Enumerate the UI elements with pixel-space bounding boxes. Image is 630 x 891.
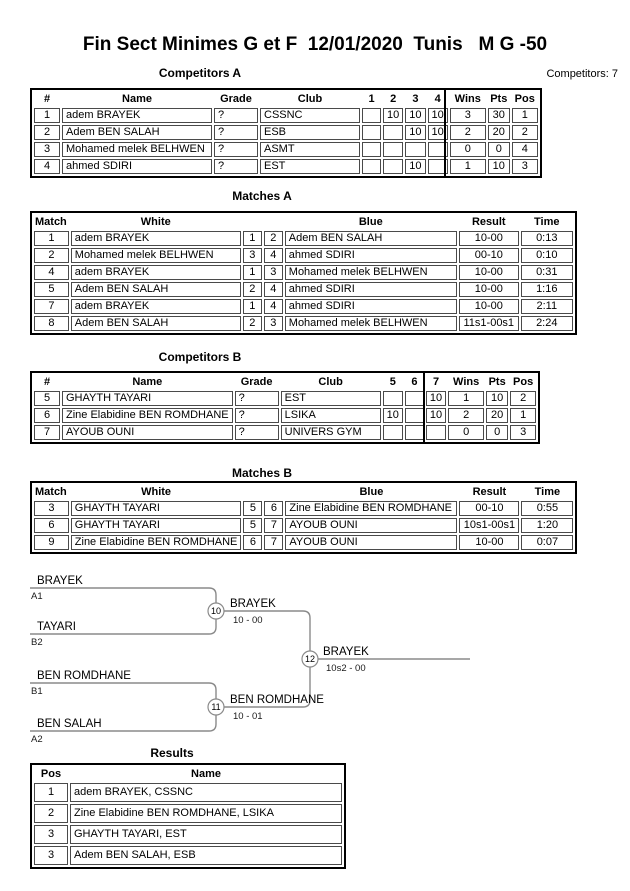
cell-pos: 1 (510, 408, 536, 423)
cell-pos: 2 (512, 125, 538, 140)
cell-pts: 10 (486, 391, 508, 406)
cell-white-name: Zine Elabidine BEN ROMDHANE (71, 535, 242, 550)
table-row (34, 425, 536, 440)
cell-white-num: 1 (243, 231, 262, 246)
cell-score (362, 142, 381, 157)
col-header-result: Result (471, 216, 506, 228)
cell-blue-num: 4 (264, 299, 283, 314)
cell-pts: 30 (488, 108, 510, 123)
cell-name: Mohamed melek BELHWEN (62, 142, 212, 157)
cell-result: 10-00 (459, 535, 519, 550)
cell-score (383, 425, 403, 440)
cell-score: 10 (426, 391, 446, 406)
cell-match-no: 2 (34, 248, 69, 263)
cell-match-no: 4 (34, 265, 69, 280)
cell-score: 10 (428, 108, 448, 123)
col-header-time: Time (534, 216, 560, 228)
page-title: Fin Sect Minimes G et F 12/01/2020 Tunis M G -50 (82, 34, 548, 55)
cell-score (405, 425, 424, 440)
cell-score (383, 142, 403, 157)
competitors-a-table-wrap (30, 88, 542, 178)
cell-wins: 2 (448, 408, 484, 423)
cell-white-name: adem BRAYEK (71, 265, 241, 280)
cell-white-num: 2 (243, 316, 262, 331)
col-header-pos: Pos (40, 768, 62, 780)
cell-time: 1:16 (521, 282, 573, 297)
competitors-b-table (30, 371, 540, 444)
cell-score: 10 (405, 125, 425, 140)
cell-pos: 2 (510, 391, 536, 406)
cell-match-no: 7 (34, 299, 69, 314)
section-title-results: Results (150, 746, 194, 760)
bracket-final-winner: BRAYEK (323, 646, 369, 658)
col-header-pos: Pos (513, 376, 534, 388)
col-header-club: Club (297, 93, 323, 105)
cell-blue-num: 7 (264, 518, 283, 533)
col-header-spacer (243, 485, 283, 499)
table-row (34, 231, 573, 246)
cell-white-name: Adem BEN SALAH (71, 316, 241, 331)
cell-club: EST (260, 159, 360, 174)
cell-num: 4 (34, 159, 60, 174)
cell-score (362, 159, 381, 174)
cell-pos: 3 (512, 159, 538, 174)
cell-score (426, 425, 446, 440)
matches-a-table-wrap (30, 211, 577, 335)
bracket-sf1-winner: BRAYEK (230, 598, 276, 610)
cell-wins: 1 (448, 391, 484, 406)
cell-pts: 20 (488, 125, 510, 140)
col-header-round: 5 (389, 376, 396, 388)
cell-club: LSIKA (281, 408, 381, 423)
cell-pos: 4 (512, 142, 538, 157)
col-header-white: White (141, 486, 172, 498)
table-row (34, 159, 538, 174)
table-row (34, 518, 573, 533)
cell-white-name: GHAYTH TAYARI (71, 501, 242, 516)
cell-pos: 1 (34, 783, 68, 802)
table-row (34, 108, 538, 123)
cell-score: 10 (383, 408, 403, 423)
cell-pos: 1 (512, 108, 538, 123)
bracket-entry-seed: B2 (31, 637, 43, 648)
cell-score (405, 408, 424, 423)
col-header-round: 6 (411, 376, 418, 388)
cell-club: EST (281, 391, 381, 406)
cell-pos: 3 (34, 825, 68, 844)
cell-blue-name: AYOUB OUNI (285, 535, 457, 550)
bracket-sf1-score: 10 - 00 (233, 615, 263, 626)
col-header-wins: Wins (453, 376, 480, 388)
cell-pos: 2 (34, 804, 68, 823)
matches-b-table-wrap (30, 481, 577, 554)
cell-match-no: 9 (34, 535, 69, 550)
col-header-spacer (243, 215, 283, 229)
table-row (34, 501, 573, 516)
cell-grade: ? (235, 425, 279, 440)
col-header-name: Name (191, 768, 221, 780)
table-row (34, 535, 573, 550)
section-title-matches-a: Matches A (232, 189, 292, 203)
cell-wins: 3 (450, 108, 486, 123)
matches-b-table (30, 481, 577, 554)
col-header-round: 7 (432, 376, 440, 388)
col-header-name: Name (132, 376, 163, 388)
bracket-entry-name: BRAYEK (37, 575, 83, 587)
cell-score (383, 391, 403, 406)
cell-score (383, 159, 403, 174)
cell-white-num: 5 (243, 518, 262, 533)
col-header-match: Match (35, 486, 67, 498)
table-row (34, 142, 538, 157)
section-title-competitors-a: Competitors A (158, 66, 242, 80)
cell-wins: 0 (450, 142, 486, 157)
header-row (34, 767, 342, 781)
cell-grade: ? (214, 125, 258, 140)
table-row (34, 391, 536, 406)
cell-white-num: 3 (243, 248, 262, 263)
col-header-round: 1 (368, 93, 375, 105)
col-header-club: Club (318, 376, 343, 388)
cell-score: 10 (405, 108, 425, 123)
section-title-competitors-b: Competitors B (158, 350, 242, 364)
cell-match-no: 8 (34, 316, 69, 331)
cell-white-num: 5 (243, 501, 262, 516)
cell-wins: 2 (450, 125, 486, 140)
competitors-a-table (30, 88, 542, 178)
table-row (34, 316, 573, 331)
cell-blue-name: Mohamed melek BELHWEN (285, 265, 457, 280)
col-header-round: 2 (390, 93, 397, 105)
cell-score (362, 125, 381, 140)
bracket-entry-seed: A1 (31, 591, 43, 602)
cell-white-name: adem BRAYEK (71, 299, 241, 314)
cell-num: 3 (34, 142, 60, 157)
col-header-blue: Blue (359, 486, 384, 498)
cell-result: 11s1-00s1 (459, 316, 519, 331)
match-number: 10 (210, 606, 222, 616)
col-header-pts: Pts (488, 376, 506, 388)
col-header-wins: Wins (454, 93, 481, 105)
col-header-pos: Pos (514, 93, 535, 105)
cell-num: 2 (34, 125, 60, 140)
table-row (34, 408, 536, 423)
cell-result: 00-10 (459, 248, 519, 263)
cell-blue-name: ahmed SDIRI (285, 248, 457, 263)
cell-blue-num: 6 (264, 501, 283, 516)
cell-name: adem BRAYEK, CSSNC (70, 783, 342, 802)
cell-white-num: 6 (243, 535, 262, 550)
cell-result: 10-00 (459, 299, 519, 314)
cell-num: 5 (34, 391, 60, 406)
cell-time: 0:07 (521, 535, 573, 550)
table-row (34, 846, 342, 865)
cell-num: 1 (34, 108, 60, 123)
bracket-final-score: 10s2 - 00 (326, 663, 366, 674)
cell-white-num: 2 (243, 282, 262, 297)
cell-match-no: 5 (34, 282, 69, 297)
cell-name: GHAYTH TAYARI (62, 391, 233, 406)
cell-blue-name: ahmed SDIRI (285, 299, 457, 314)
bracket-entry-name: BEN ROMDHANE (37, 670, 131, 682)
cell-time: 1:20 (521, 518, 573, 533)
section-title-matches-b: Matches B (231, 466, 293, 480)
cell-wins: 1 (450, 159, 486, 174)
cell-white-num: 1 (243, 299, 262, 314)
cell-name: Zine Elabidine BEN ROMDHANE (62, 408, 233, 423)
col-header-num: # (43, 376, 51, 388)
col-header-blue: Blue (358, 216, 383, 228)
cell-score (405, 142, 425, 157)
cell-blue-num: 2 (264, 231, 283, 246)
cell-match-no: 1 (34, 231, 69, 246)
results-table-wrap (30, 763, 346, 869)
cell-score: 10 (383, 108, 403, 123)
cell-wins: 0 (448, 425, 484, 440)
cell-pts: 0 (488, 142, 510, 157)
bracket-entry-name: BEN SALAH (37, 718, 102, 730)
cell-match-no: 3 (34, 501, 69, 516)
cell-pos: 3 (34, 846, 68, 865)
header-row (34, 215, 573, 229)
cell-time: 0:13 (521, 231, 573, 246)
cell-blue-name: Zine Elabidine BEN ROMDHANE (285, 501, 457, 516)
cell-score: 10 (426, 408, 446, 423)
cell-score: 10 (428, 125, 448, 140)
cell-blue-num: 3 (264, 316, 283, 331)
cell-time: 0:10 (521, 248, 573, 263)
cell-name: Zine Elabidine BEN ROMDHANE, LSIKA (70, 804, 342, 823)
col-header-grade: Grade (240, 376, 273, 388)
cell-club: CSSNC (260, 108, 360, 123)
col-header-grade: Grade (220, 93, 252, 105)
bracket-entry-seed: B1 (31, 686, 43, 697)
table-row (34, 804, 342, 823)
col-header-time: Time (534, 486, 561, 498)
elimination-bracket (0, 565, 630, 765)
cell-name: GHAYTH TAYARI, EST (70, 825, 342, 844)
cell-result: 10-00 (459, 282, 519, 297)
cell-time: 2:24 (521, 316, 573, 331)
col-header-result: Result (472, 486, 507, 498)
cell-time: 0:55 (521, 501, 573, 516)
match-number: 12 (304, 654, 316, 664)
competitors-b-table-wrap (30, 371, 540, 444)
cell-pts: 20 (486, 408, 508, 423)
cell-score: 10 (405, 159, 425, 174)
bracket-entry-seed: A2 (31, 734, 43, 745)
cell-pts: 10 (488, 159, 510, 174)
cell-name: Adem BEN SALAH, ESB (70, 846, 342, 865)
match-number: 11 (211, 702, 221, 712)
cell-result: 10-00 (459, 265, 519, 280)
cell-club: ASMT (260, 142, 360, 157)
cell-score (383, 125, 403, 140)
col-header-round: 4 (434, 93, 441, 105)
cell-result: 00-10 (459, 501, 519, 516)
cell-white-name: Adem BEN SALAH (71, 282, 241, 297)
table-row (34, 825, 342, 844)
cell-grade: ? (214, 108, 258, 123)
cell-grade: ? (235, 408, 279, 423)
col-header-match: Match (35, 216, 67, 228)
competitors-count: Competitors: 7 (546, 68, 618, 80)
cell-club: ESB (260, 125, 360, 140)
cell-pos: 3 (510, 425, 536, 440)
cell-num: 6 (34, 408, 60, 423)
cell-grade: ? (235, 391, 279, 406)
header-row (34, 485, 573, 499)
col-header-round: 3 (412, 93, 419, 105)
table-row (34, 282, 573, 297)
cell-name: AYOUB OUNI (62, 425, 233, 440)
bracket-sf2-winner: BEN ROMDHANE (230, 694, 324, 706)
cell-score (362, 108, 381, 123)
col-header-num: # (43, 93, 51, 105)
header-row (34, 92, 538, 106)
cell-grade: ? (214, 142, 258, 157)
cell-white-name: adem BRAYEK (71, 231, 241, 246)
cell-club: UNIVERS GYM (281, 425, 381, 440)
bracket-entry-name: TAYARI (37, 621, 76, 633)
cell-white-name: GHAYTH TAYARI (71, 518, 242, 533)
cell-time: 2:11 (521, 299, 573, 314)
cell-name: adem BRAYEK (62, 108, 212, 123)
cell-blue-name: Mohamed melek BELHWEN (285, 316, 457, 331)
col-header-pts: Pts (490, 93, 508, 105)
cell-result: 10-00 (459, 231, 519, 246)
cell-name: ahmed SDIRI (62, 159, 212, 174)
cell-pts: 0 (486, 425, 508, 440)
cell-blue-name: Adem BEN SALAH (285, 231, 457, 246)
cell-white-name: Mohamed melek BELHWEN (71, 248, 241, 263)
matches-a-table (30, 211, 577, 335)
cell-white-num: 1 (243, 265, 262, 280)
table-row (34, 299, 573, 314)
cell-blue-name: AYOUB OUNI (285, 518, 457, 533)
col-header-name: Name (122, 93, 152, 105)
cell-name: Adem BEN SALAH (62, 125, 212, 140)
cell-blue-num: 4 (264, 282, 283, 297)
wins-separator-line (444, 88, 446, 178)
cell-num: 7 (34, 425, 60, 440)
cell-grade: ? (214, 159, 258, 174)
cell-match-no: 6 (34, 518, 69, 533)
cell-blue-num: 3 (264, 265, 283, 280)
cell-blue-num: 4 (264, 248, 283, 263)
table-row (34, 248, 573, 263)
table-row (34, 125, 538, 140)
bracket-sf2-score: 10 - 01 (233, 711, 263, 722)
table-row (34, 265, 573, 280)
cell-time: 0:31 (521, 265, 573, 280)
col-header-white: White (140, 216, 171, 228)
cell-result: 10s1-00s1 (459, 518, 519, 533)
wins-separator-line (423, 371, 425, 444)
cell-blue-num: 7 (264, 535, 283, 550)
cell-score (405, 391, 424, 406)
header-row (34, 375, 536, 389)
cell-blue-name: ahmed SDIRI (285, 282, 457, 297)
table-row (34, 783, 342, 802)
results-table (30, 763, 346, 869)
